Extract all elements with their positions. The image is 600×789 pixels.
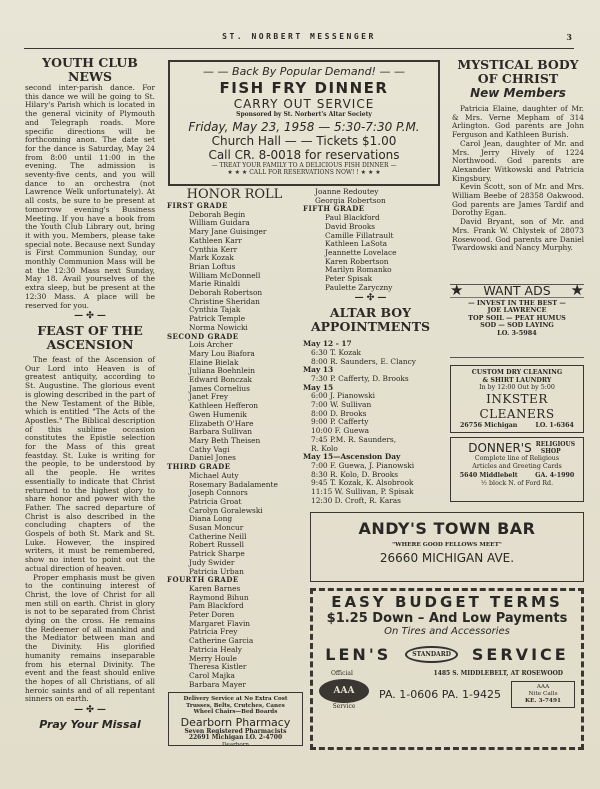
honor-name: Kathleen Karr [189, 235, 242, 245]
honor-name: Camille Fillatrault [325, 230, 394, 240]
honor-name: Paul Blackford [325, 213, 380, 223]
honor-name: Cathy Vagi [189, 444, 230, 454]
nite-l2: Nite Calls [528, 691, 558, 697]
altar-boy-title: ALTAR BOY APPOINTMENTS [310, 305, 431, 335]
honor-name: Paulette Zaryczny [325, 282, 393, 292]
want-ads-title: WANT ADS [483, 283, 551, 298]
fifth-grade-list [303, 214, 438, 292]
honor-roll [167, 188, 302, 689]
honor-name: Margaret Flavin [189, 618, 251, 628]
honor-name: Karen Robertson [325, 256, 389, 266]
honor-name: Patricia Urban [189, 566, 244, 576]
grade-heading: SECOND GRADE [167, 331, 239, 341]
donner-sub: RELIGIOUS SHOP [535, 441, 576, 455]
honor-name: Georgia Robertson [315, 195, 386, 205]
lens-name: LEN'S [325, 645, 392, 664]
honor-name: Catherine Garcia [189, 636, 254, 646]
grade-heading: FIRST GRADE [167, 201, 228, 210]
honor-name: Joseph Connors [189, 488, 248, 498]
schedule-line: 8:00 R. Saunders, E. Clancy [311, 356, 416, 366]
honor-name: Kathleen LaSota [325, 239, 388, 249]
schedule-date: May 13 [303, 365, 334, 375]
fish-l1: — — Back By Popular Demand! — — [203, 65, 405, 78]
honor-name: William Guidara [189, 218, 250, 228]
want-l4: SOD — SOD LAYING [480, 321, 554, 330]
honor-name: Cynthia Kerr [189, 244, 238, 254]
andys-address: 26660 MICHIGAN AVE. [379, 551, 515, 565]
inkster-name: INKSTER CLEANERS [479, 391, 555, 421]
honor-name: Joanne Redoutey [315, 187, 379, 196]
lens-l2: $1.25 Down – And Low Payments [326, 611, 568, 626]
mystical-title: MYSTICAL BODY OF CHRIST [457, 57, 579, 86]
honor-roll-list [167, 202, 302, 689]
youth-club-text: second inter-parish dance. For this dance we will be going to St. Hilary's Parish which is located in the general vicinity of Plymouth and Telegraph roads. More specific directions will be forthcoming anon. The date set for the dance is Saturday, May 24 from 8:00 until 11:00 in the evening. The admission is seventy-five cents, and you will dance to an orchestra (not Lawrence Welk unfortunately). At all costs, be sure to be present at tomorrow evening's Business Meeting. If you have a book from the Youth Club Library out, bring it with you. Members, please take special note. Because next Sunday is First Communion Sunday, our monthly Communion Mass will be at the 12:30 Mass next Sunday, May 18. Avail yourselves of the extra sleep, but be present at the 12:30 Mass. A place will be reserved for you. [25, 83, 155, 310]
schedule-line: 9:00 P. Cafferty [311, 417, 369, 427]
inkster-address: 26756 Michigan [460, 421, 518, 429]
honor-name: Merry Houle [189, 653, 237, 663]
schedule-line: 8:30 R. Kolo, D. Brooks [311, 469, 398, 479]
pharmacy-name: Dearborn Pharmacy [180, 715, 291, 729]
want-l1: — INVEST IN THE BEST — [450, 297, 584, 308]
want-ads [450, 281, 584, 358]
honor-name: Gwen Humenik [189, 409, 247, 419]
honor-name: Christine Sheridan [189, 296, 260, 306]
member-entry: Carol Jean, daughter of Mr. and Mrs. Jerry Hively of 1224 Northwood. God parents are Alexander Witkowski and Patricia Kingsbury. [452, 138, 584, 183]
honor-name: Marie Rinaldi [189, 279, 241, 289]
honor-name: Edward Bonczak [189, 375, 253, 385]
honor-name: Elaine Bielak [189, 357, 239, 367]
honor-name: Raymond Bihun [189, 592, 249, 602]
nite-calls-box [511, 681, 575, 708]
honor-name: Marilyn Romanko [325, 265, 392, 275]
donner-l2: Articles and Greeting Cards [472, 462, 562, 470]
schedule-date: May 12 - 17 [303, 339, 352, 349]
honor-name: Mary Jane Guisinger [189, 227, 267, 237]
honor-name: Patricia Healy [189, 644, 242, 654]
honor-name: Judy Swider [189, 557, 235, 567]
honor-roll-title: HONOR ROLL [186, 187, 283, 202]
schedule-line: 9:45 T. Kozak, K. Alsobrook [311, 478, 414, 488]
want-l3: TOP SOIL — PEAT HUMUS [468, 313, 566, 322]
lens-phones: PA. 1-0606 PA. 1-9425 [379, 688, 501, 701]
page-number: 3 [566, 32, 572, 42]
inkster-l2: & SHIRT LAUNDRY [482, 376, 552, 384]
left-column [25, 56, 155, 730]
honor-name: Daniel Jones [189, 453, 236, 463]
fish-l6: Church Hall — — Tickets $1.00 [211, 134, 397, 148]
honor-name: Catherine Neill [189, 531, 247, 541]
honor-name: Brian Loftus [189, 261, 236, 271]
honor-name: Patrick Sharpe [189, 549, 245, 559]
donner-name: DONNER'S [468, 440, 532, 455]
donner-l3: ½ block N. of Ford Rd. [480, 479, 554, 487]
standard-logo-icon: STANDARD [405, 646, 458, 663]
inkster-cleaners-ad [450, 365, 584, 433]
schedule-line: 8:00 D. Brooks [311, 408, 367, 418]
grade-heading: FOURTH GRADE [167, 575, 239, 585]
fish-l8: — TREAT YOUR FAMILY TO A DELICIOUS FISH DINNER — [211, 162, 397, 169]
schedule-line: 12:30 D. Croft, R. Karas [311, 495, 401, 505]
honor-name: William McDonnell [189, 270, 261, 280]
inkster-l3: In by 12:00 Out by 5:00 [479, 384, 555, 391]
separator: — ✣ — [354, 293, 387, 304]
schedule-date: May 15 [303, 382, 334, 392]
honor-name: Deborah Robertson [189, 288, 263, 298]
pharmacy-l6: Dearborn [221, 741, 250, 748]
want-l5: LO. 3-5984 [497, 328, 537, 337]
honor-name: Elizabeth O'Hare [189, 418, 254, 428]
schedule-line: 6:00 J. Pianowski [311, 391, 375, 401]
inkster-phone: LO. 1-6364 [535, 421, 574, 429]
lens-service: SERVICE [471, 645, 569, 664]
schedule-line: 7:00 F. Guewa, J. Pianowski [311, 460, 415, 470]
honor-name: Diana Long [189, 514, 233, 524]
honor-name: Robert Russell [189, 540, 244, 550]
fish-l5: Friday, May 23, 1958 — 5:30-7:30 P.M. [188, 120, 420, 134]
schedule-line: 7:45 P.M. R. Saunders, [311, 434, 397, 444]
honor-name: James Cornelius [189, 383, 250, 393]
ascension-title: FEAST OF THE ASCENSION [37, 322, 143, 352]
schedule-line: 10:00 F. Guewa [311, 426, 370, 436]
honor-name: Mary Lou Biafora [189, 348, 255, 358]
fish-l7: Call CR. 8-0018 for reservations [208, 148, 400, 162]
honor-name: Theresa Kistler [189, 662, 247, 672]
lens-service-ad [310, 588, 584, 750]
star-icon: ★ [570, 281, 584, 299]
separator: — ✣ — [74, 705, 106, 716]
honor-name: Lois Archer [189, 340, 233, 350]
masthead-title: ST. NORBERT MESSENGER [222, 32, 376, 41]
honor-name: Patricia Frey [189, 627, 238, 637]
donner-phone: GA. 4-1990 [535, 472, 575, 479]
donners-shop-ad [450, 437, 584, 502]
honor-name: Rosemary Badalamente [189, 479, 278, 489]
mystical-subtitle: New Members [470, 86, 566, 100]
honor-name: Norma Nowicki [189, 322, 248, 332]
honor-name: Mary Beth Theisen [189, 435, 261, 445]
honor-name: Peter Spisak [325, 274, 373, 284]
want-ads-header [450, 281, 584, 299]
schedule-line: 6:30 T. Kozak [311, 347, 362, 357]
honor-name: Karen Barnes [189, 583, 241, 593]
lens-l3: On Tires and Accessories [384, 626, 510, 637]
lens-address: 1485 S. MIDDLEBELT, AT ROSEWOOD [433, 670, 563, 677]
honor-name: Patricia Groat [189, 496, 242, 506]
pharmacy-l2: Trusses, Belts, Crutches, Canes [186, 702, 285, 709]
honor-name: David Brooks [325, 221, 376, 231]
aaa-service: Service [332, 703, 356, 710]
andys-slogan: "WHERE GOOD FELLOWS MEET" [392, 542, 502, 548]
member-entry: Patricia Elaine, daughter of Mr. & Mrs. Verne Mepham of 314 Arlington. God parents are John Ferguson and Kathleen Burish. [452, 104, 584, 140]
fish-l9: ★ ★ ★ CALL FOR RESERVATIONS NOW! ! ★ ★ ★ [227, 169, 381, 176]
fish-l4: Sponsored by St. Norbert's Altar Society [236, 111, 372, 118]
member-entry: David Bryant, son of Mr. and Mrs. Frank W. Chlystek of 28073 Rosewood. God parents are Daniel Twardowski and Nancy Murphy. [452, 217, 584, 253]
pharmacy-ad [168, 692, 303, 746]
honor-name: Cynthia Tajak [189, 305, 241, 315]
nite-l1: AAA [536, 684, 550, 690]
separator: — ✣ — [74, 311, 106, 322]
grade-heading: THIRD GRADE [167, 462, 231, 472]
fish-l3: CARRY OUT SERVICE [233, 97, 375, 111]
aaa-logo-icon: AAA [319, 679, 369, 703]
honor-name: Mark Kozak [189, 253, 234, 263]
donner-l1: Complete line of Religious [474, 455, 560, 462]
pharmacy-l1: Delivery Service at No Extra Cost [183, 696, 288, 702]
honor-name: Pam Blackford [189, 601, 244, 611]
honor-name: Juliana Boehnlein [189, 366, 256, 376]
pharmacy-l5: 22691 Michigan LO. 2-4700 [188, 734, 283, 741]
donner-address: 5640 Middlebelt [459, 472, 518, 479]
honor-name: Peter Doren [189, 610, 235, 620]
schedule-line: 7:00 W. Sullivan [311, 400, 372, 410]
star-icon: ★ [450, 281, 464, 299]
ascension-p1: The feast of the Ascension of Our Lord into Heaven is of greatest antiquity, according to St. Augustine. The glorious event is glowing described in the part of the New Testament of the Bible, which is entitled "The Acts of the Apostles." The Biblical description of this sublime occasion constitutes the Epistle selection for the Mass of this great feastday. St. Luke is writing for the people, to be understood by all the people. He writes essentially to indicate that Christ returned to the highest glory to share honor and power with the Father. The sacred departure of Christ is also described in the concluding chapters of the Gospels of both St. Mark and St. Luke. However, the inspired writers, it must be remembered, show no intent to point out the actual direction of heaven. [25, 354, 155, 573]
nite-phone: KE. 3-7491 [524, 698, 562, 704]
pharmacy-l4: Seven Registered Pharmacists [184, 727, 287, 735]
honor-name: Carol Majka [189, 670, 235, 680]
honor-name: Michael Auty [189, 470, 239, 480]
fish-fry-ad [168, 60, 440, 186]
lens-official: Official [331, 670, 353, 677]
schedule-date: May 15—Ascension Day [303, 452, 401, 462]
youth-club-title: YOUTH CLUB NEWS [42, 55, 138, 84]
grade-heading: FIFTH GRADE [303, 204, 365, 214]
pharmacy-l3: Wheel Chairs—Bed Boards [193, 709, 278, 715]
inkster-l1: CUSTOM DRY CLEANING [471, 369, 563, 376]
honor-name: Kathleen Hefferon [189, 401, 259, 411]
schedule-line: 7:30 P. Cafferty, D. Brooks [311, 373, 409, 383]
altar-boy-schedule [303, 340, 438, 505]
andys-town-bar-ad [310, 512, 584, 582]
honor-name: Patrick Temple [189, 314, 246, 324]
andys-name: ANDY'S TOWN BAR [358, 519, 536, 538]
ascension-p2: Proper emphasis must be given to the continuing interest of Christ, the love of Christ for all men still on earth. Christ in glory is not to be separated from Christ dying on the cross. He remains the Redeemer of all mankind and the Mediator between man and the Divinity. His glorified humanity remains inseparable from his eternal Divinity. The event and the feast should enlive the hopes of all Christians, of all heroic saints and of all repentant sinners on earth. [25, 572, 155, 704]
masthead [24, 28, 574, 49]
honor-name: Carolyn Goralewski [189, 505, 263, 515]
fish-l2: FISH FRY DINNER [219, 79, 389, 97]
mystical-body [452, 58, 584, 253]
honor-name: Janet Frey [189, 392, 229, 402]
lens-l1: EASY BUDGET TERMS [331, 593, 563, 611]
want-l2: JOE LAWRENCE [487, 306, 547, 315]
honor-name: Barbara Mayer [189, 679, 246, 689]
schedule-line: 11:15 W. Sullivan, P. Spisak [311, 487, 414, 497]
member-entry: Kevin Scott, son of Mr. and Mrs. William Beebe of 28358 Oakwood. God parents are James Tardif and Dorothy Egan. [452, 182, 584, 218]
schedule-line: R. Kolo [311, 443, 338, 453]
honor-name: Jeannette Lovelace [325, 247, 397, 257]
honor-name: Barbara Sullivan [189, 427, 253, 437]
honor-name: Susan Moncur [189, 523, 244, 533]
pray-missal: Pray Your Missal [39, 717, 141, 731]
honor-roll-continued [303, 188, 438, 506]
honor-name: Deborah Begin [189, 209, 246, 219]
